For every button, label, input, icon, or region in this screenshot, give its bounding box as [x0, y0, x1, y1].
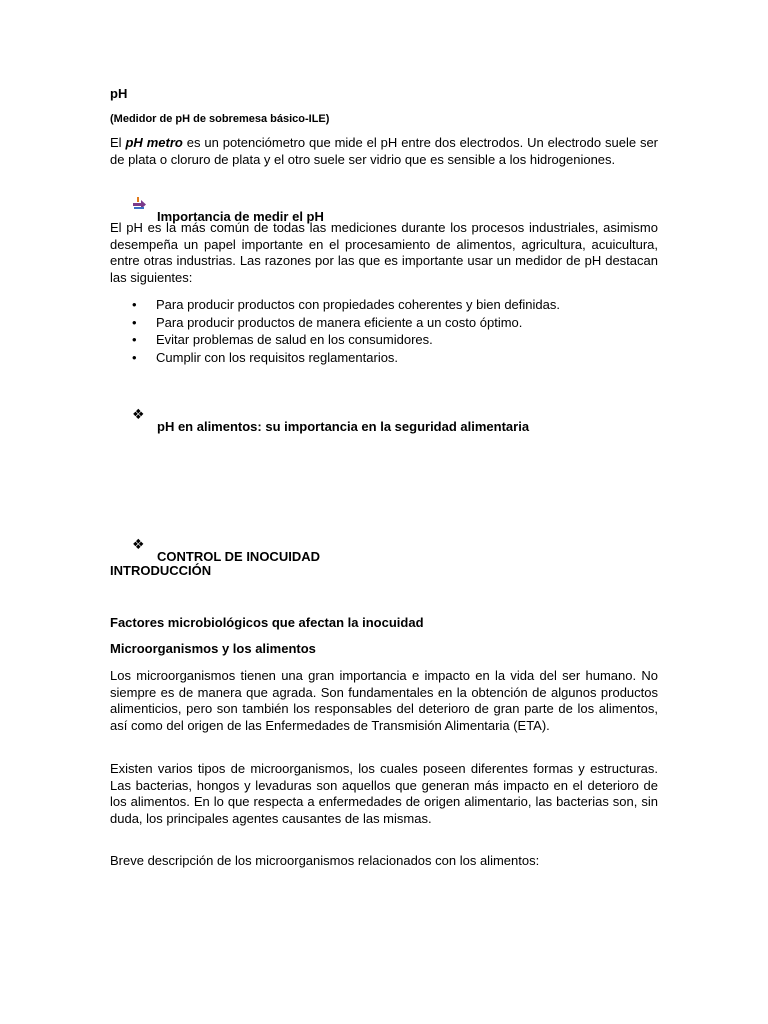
intro-term: pH metro: [125, 135, 183, 150]
microorganismos-heading: Microorganismos y los alimentos: [110, 641, 316, 656]
arrow-bullet-icon: [131, 196, 147, 210]
list-item: • Para producir productos con propiedades coherentes y bien definidas.: [132, 297, 560, 312]
page-title: pH: [110, 86, 128, 101]
list-item: • Cumplir con los requisitos reglamentarios.: [132, 349, 399, 365]
intro-paragraph: [110, 135, 658, 168]
factores-heading: Factores microbiológicos que afectan la inocuidad: [110, 615, 424, 630]
section-heading-control-inocuidad: CONTROL DE INOCUIDAD: [157, 549, 320, 564]
section-heading-importancia: Importancia de medir el pH: [157, 209, 324, 224]
intro-rest: es un potenciómetro que mide el pH entre dos electrodos. Un electrodo suele ser de plata o cloruro de plata y el otro suele ser vidrio que es sensible a los hidrogeniones.: [110, 135, 659, 167]
list-item: • Evitar problemas de salud en los consumidores.: [132, 332, 433, 347]
bullet-dot: •: [132, 332, 137, 347]
intro-prefix: El: [110, 135, 126, 150]
microorganismos-paragraph-2: Existen varios tipos de microorganismos, los cuales poseen diferentes formas y estructuras. Las bacterias, hongos y levaduras son aquellos que generan más impacto en el deterioro de los alimentos. En lo que respecta a enfermedades de origen alimentario, las bacterias son, sin duda, los principales agentes causantes de las mismas.: [110, 761, 658, 826]
reasons-list: [110, 296, 658, 366]
diamond-bullet-icon: ❖: [132, 406, 145, 422]
microorganismos-paragraph-1: Los microorganismos tienen una gran importancia e impacto en la vida del ser humano. No siempre es de manera que agrada. Son fundamentales en la obtención de algunos productos alimenticios, pero son también los responsables del deterioro de gran parte de los alimentos, así como del origen de las Enfermedades de Transmisión Alimentaria (ETA).: [110, 668, 658, 733]
bullet-dot: •: [132, 297, 137, 312]
list-item: • Para producir productos de manera eficiente a un costo óptimo.: [132, 314, 523, 330]
section-heading-ph-alimentos: pH en alimentos: su importancia en la seguridad alimentaria: [157, 419, 530, 434]
introduccion-heading: INTRODUCCIÓN: [110, 563, 212, 578]
importancia-paragraph: El pH es la más común de todas las mediciones durante los procesos industriales, asimismo desempeña un papel importante en el procesamiento de alimentos, agricultura, acuicultura, entre otras industrias. Las razones por las que es importante usar un medidor de pH destacan las siguientes:: [110, 220, 658, 285]
page-subtitle: (Medidor de pH de sobremesa básico-ILE): [110, 113, 330, 125]
bullet-dot: •: [132, 314, 137, 330]
microorganismos-paragraph-3: Breve descripción de los microorganismos relacionados con los alimentos:: [110, 853, 540, 868]
diamond-bullet-icon: ❖: [132, 536, 145, 552]
bullet-dot: •: [132, 349, 137, 365]
